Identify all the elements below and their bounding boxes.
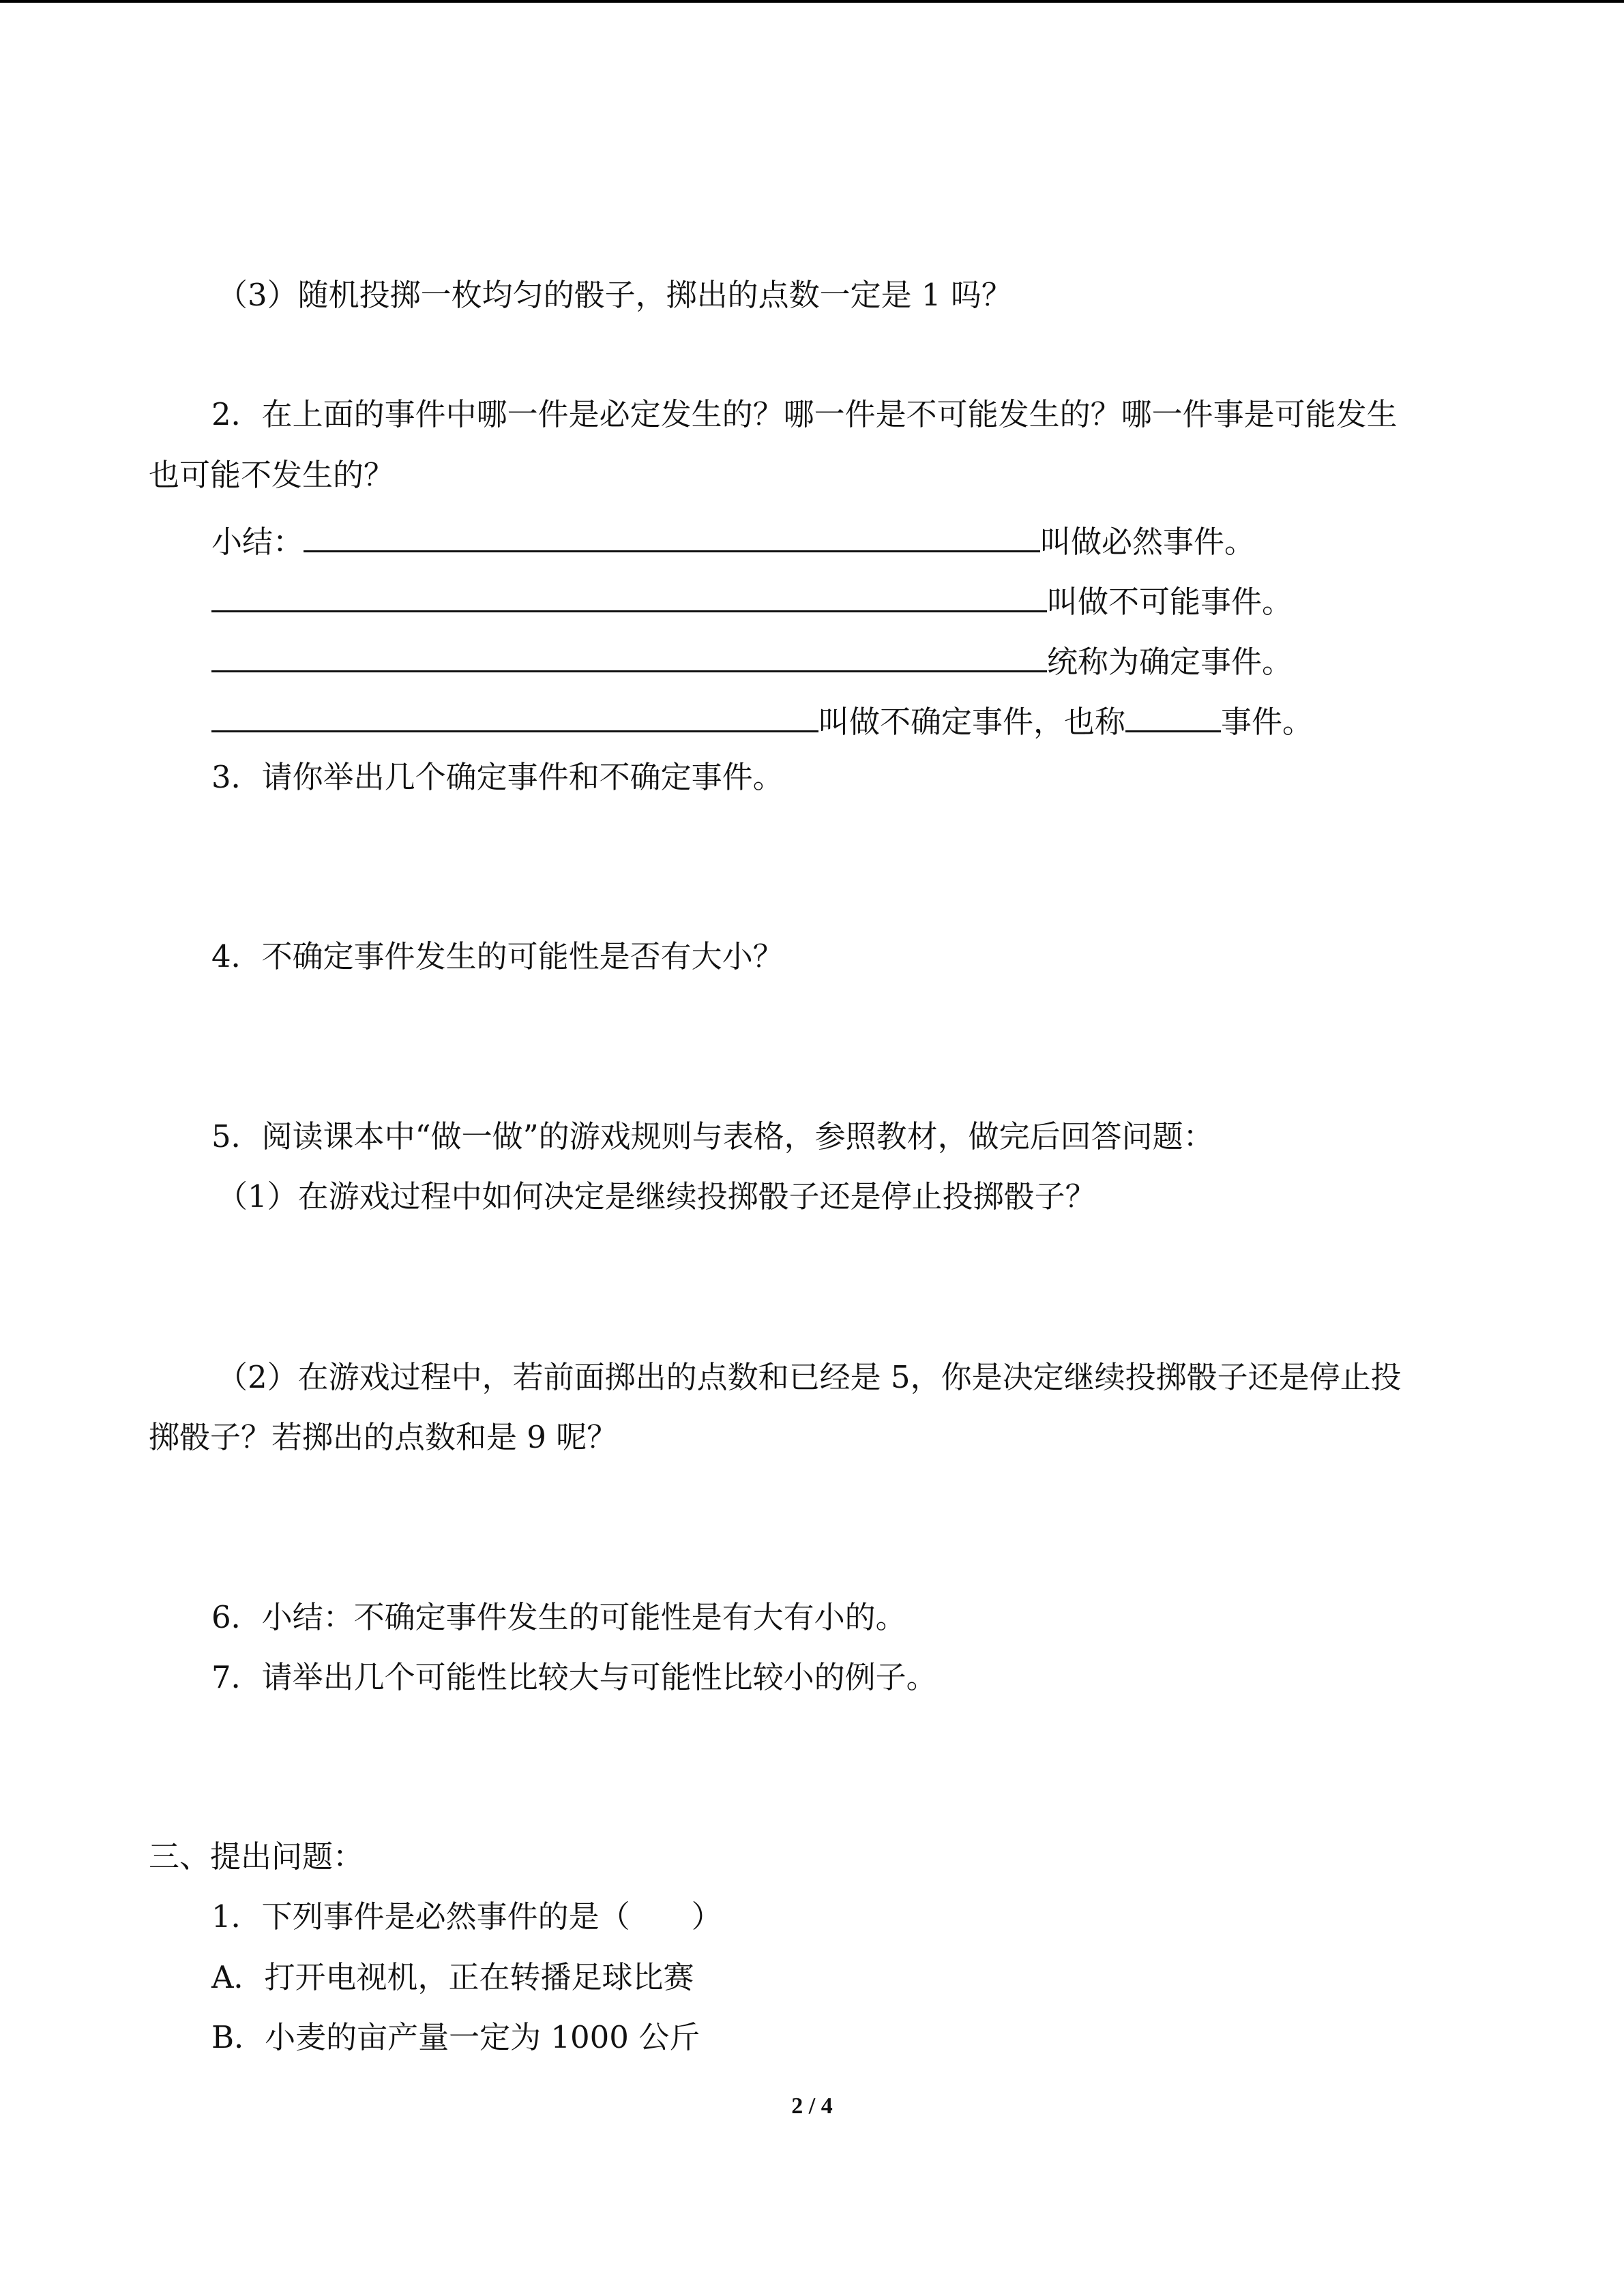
fill-blank (211, 696, 818, 732)
question-4: 4．不确定事件发生的可能性是否有大小？ (211, 938, 784, 974)
fill-blank (304, 516, 1040, 552)
question-2-line-2: 也可能不发生的？ (149, 457, 395, 493)
summary-line-1 (211, 516, 1255, 563)
question-3: 3．请你举出几个确定事件和不确定事件。 (211, 759, 784, 795)
question-7: 7．请举出几个可能性比较大与可能性比较小的例子。 (211, 1659, 937, 1695)
summary-line-4 (211, 696, 1313, 743)
fill-blank (211, 576, 1047, 612)
option-b: B．小麦的亩产量一定为 1000 公斤 (211, 2019, 700, 2055)
question-6: 6．小结：不确定事件发生的可能性是有大有小的。 (211, 1599, 906, 1635)
question-5-2-line-2: 掷骰子？若掷出的点数和是 9 呢？ (149, 1419, 618, 1455)
question-5-2-line-1: （2）在游戏过程中，若前面掷出的点数和已经是 5，你是决定继续投掷骰子还是停止投 (217, 1359, 1402, 1395)
page-number: 2 / 4 (791, 2093, 833, 2119)
fill-blank (211, 636, 1047, 672)
summary-line-2 (211, 576, 1293, 623)
fill-blank (1125, 696, 1221, 732)
summary-impossible-text: 叫做不可能事件。 (1047, 584, 1293, 620)
summary-uncertain-text: 叫做不确定事件，也称 (818, 704, 1126, 740)
top-border-rule (0, 0, 1624, 3)
option-a: A．打开电视机，正在转播足球比赛 (211, 1959, 694, 1995)
summary-line-3 (211, 636, 1293, 683)
problem-1: 1．下列事件是必然事件的是（ ） (211, 1898, 722, 1935)
question-2-line-1: 2．在上面的事件中哪一件是必定发生的？哪一件是不可能发生的？哪一件事是可能发生 (211, 396, 1398, 432)
summary-uncertain-suffix: 事件。 (1221, 704, 1314, 740)
section-3-heading: 三、提出问题： (149, 1838, 364, 1875)
summary-certain-text: 叫做必然事件。 (1040, 524, 1256, 560)
summary-label: 小结： (211, 524, 304, 560)
question-5: 5．阅读课本中“做一做”的游戏规则与表格，参照教材，做完后回答问题： (211, 1118, 1214, 1154)
summary-determined-text: 统称为确定事件。 (1047, 644, 1293, 680)
question-1-3: （3）随机投掷一枚均匀的骰子，掷出的点数一定是 1 吗？ (217, 277, 1012, 313)
question-5-1: （1）在游戏过程中如何决定是继续投掷骰子还是停止投掷骰子？ (217, 1178, 1096, 1214)
